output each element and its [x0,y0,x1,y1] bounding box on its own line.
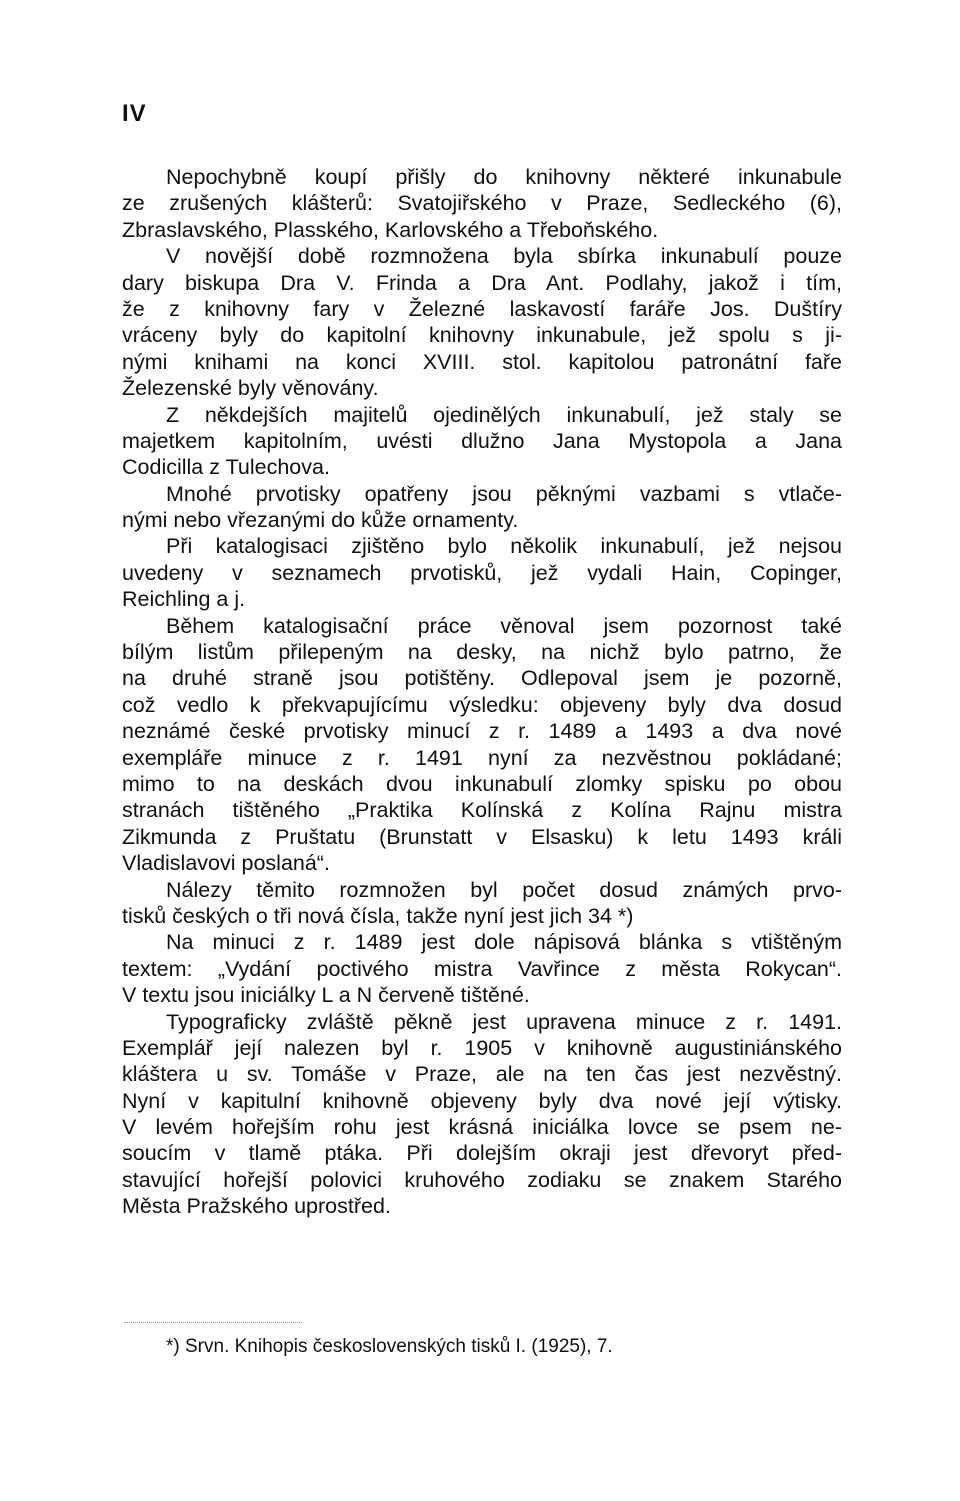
text-line: bílým listům přilepeným na desky, na nichž bylo patrno, že [122,640,842,665]
text-line: V novější době rozmnožena byla sbírka inkunabulí pouze [166,244,842,269]
text-line: Nyní v kapitulní knihovně objeveny byly dva nové její výtisky. [122,1088,842,1113]
text-line: V textu jsou iniciálky L a N červeně tištěné. [122,983,530,1008]
text-line: ze zrušených klášterů: Svatojiřského v Praze, Sedleckého (6), [122,191,842,216]
text-line: tisků českých o tři nová čísla, takže nyní jest jich 34 *) [122,903,634,928]
page-number: IV [122,100,147,127]
text-line: Z někdejších majitelů ojedinělých inkunabulí, jež staly se [166,402,842,427]
text-line: Města Pražského uprostřed. [122,1194,391,1219]
text-line: na druhé straně jsou potištěny. Odlepoval jsem je pozorně, [122,666,842,691]
text-line: soucím v tlamě ptáka. Při dolejším okraji jest dřevoryt před- [122,1141,842,1166]
text-line: exempláře minuce z r. 1491 nyní za nezvěstnou pokládané; [122,745,842,770]
text-line: Vladislavovi poslaná“. [122,851,330,876]
text-line: neznámé české prvotisky minucí z r. 1489 a 1493 a dva nové [122,719,842,744]
text-line: Codicilla z Tulechova. [122,455,330,480]
text-line: což vedlo k překvapujícímu výsledku: objeveny byly dva dosud [122,692,842,717]
text-line: dary biskupa Dra V. Frinda a Dra Ant. Podlahy, jakož i tím, [122,270,842,295]
text-line: Typograficky zvláště pěkně jest upravena minuce z r. 1491. [166,1009,842,1034]
text-line: majetkem kapitolním, uvésti dlužno Jana Mystopola a Jana [122,428,842,453]
text-line: kláštera u sv. Tomáše v Praze, ale na ten čas jest nezvěstný. [122,1062,842,1087]
text-line: Nepochybně koupí přišly do knihovny některé inkunabule [166,165,842,189]
text-line: textem: „Vydání poctivého mistra Vavřince z města Rokycan“. [122,956,842,981]
text-line: Mnohé prvotisky opatřeny jsou pěknými vazbami s vtlače- [166,481,842,506]
text-line: nými nebo vřezanými do kůže ornamenty. [122,508,519,533]
text-line: mimo to na deskách dvou inkunabulí zlomky spisku po obou [122,771,842,796]
text-line: Železenské byly věnovány. [122,376,379,401]
text-line: Během katalogisační práce věnoval jsem pozornost také [166,613,842,638]
footnote-separator [124,1322,302,1323]
text-line: V levém hořejším rohu jest krásná iniciálka lovce se psem ne- [122,1115,842,1140]
text-line: uvedeny v seznamech prvotisků, jež vydali Hain, Copinger, [122,560,842,585]
text-line: Zbraslavského, Plasského, Karlovského a Třeboňského. [122,217,659,242]
text-line: stranách tištěného „Praktika Kolínská z Kolína Rajnu mistra [122,798,842,823]
text-line: nými knihami na konci XVIII. stol. kapitolou patronátní faře [122,349,842,374]
text-line: Reichling a j. [122,587,246,612]
text-line: Při katalogisaci zjištěno bylo několik inkunabulí, jež nejsou [166,534,842,559]
text-line: Exemplář její nalezen byl r. 1905 v knihovně augustiniánského [122,1035,842,1060]
footnote: *) Srvn. Knihopis československých tisků I. (1925), 7. [166,1336,613,1357]
text-line: Na minuci z r. 1489 jest dole nápisová blánka s vtištěným [166,930,842,955]
text-line: že z knihovny fary v Železné laskavostí faráře Jos. Duštíry [122,296,842,321]
text-line: Zikmunda z Pruštatu (Brunstatt v Elsasku) k letu 1493 králi [122,824,842,849]
text-line: stavující hořejší polovici kruhového zodiaku se znakem Starého [122,1167,842,1192]
body-text [122,164,842,1220]
text-line: Nálezy těmito rozmnožen byl počet dosud známých prvo- [166,877,842,902]
text-line: vráceny byly do kapitolní knihovny inkunabule, jež spolu s ji- [122,323,842,348]
